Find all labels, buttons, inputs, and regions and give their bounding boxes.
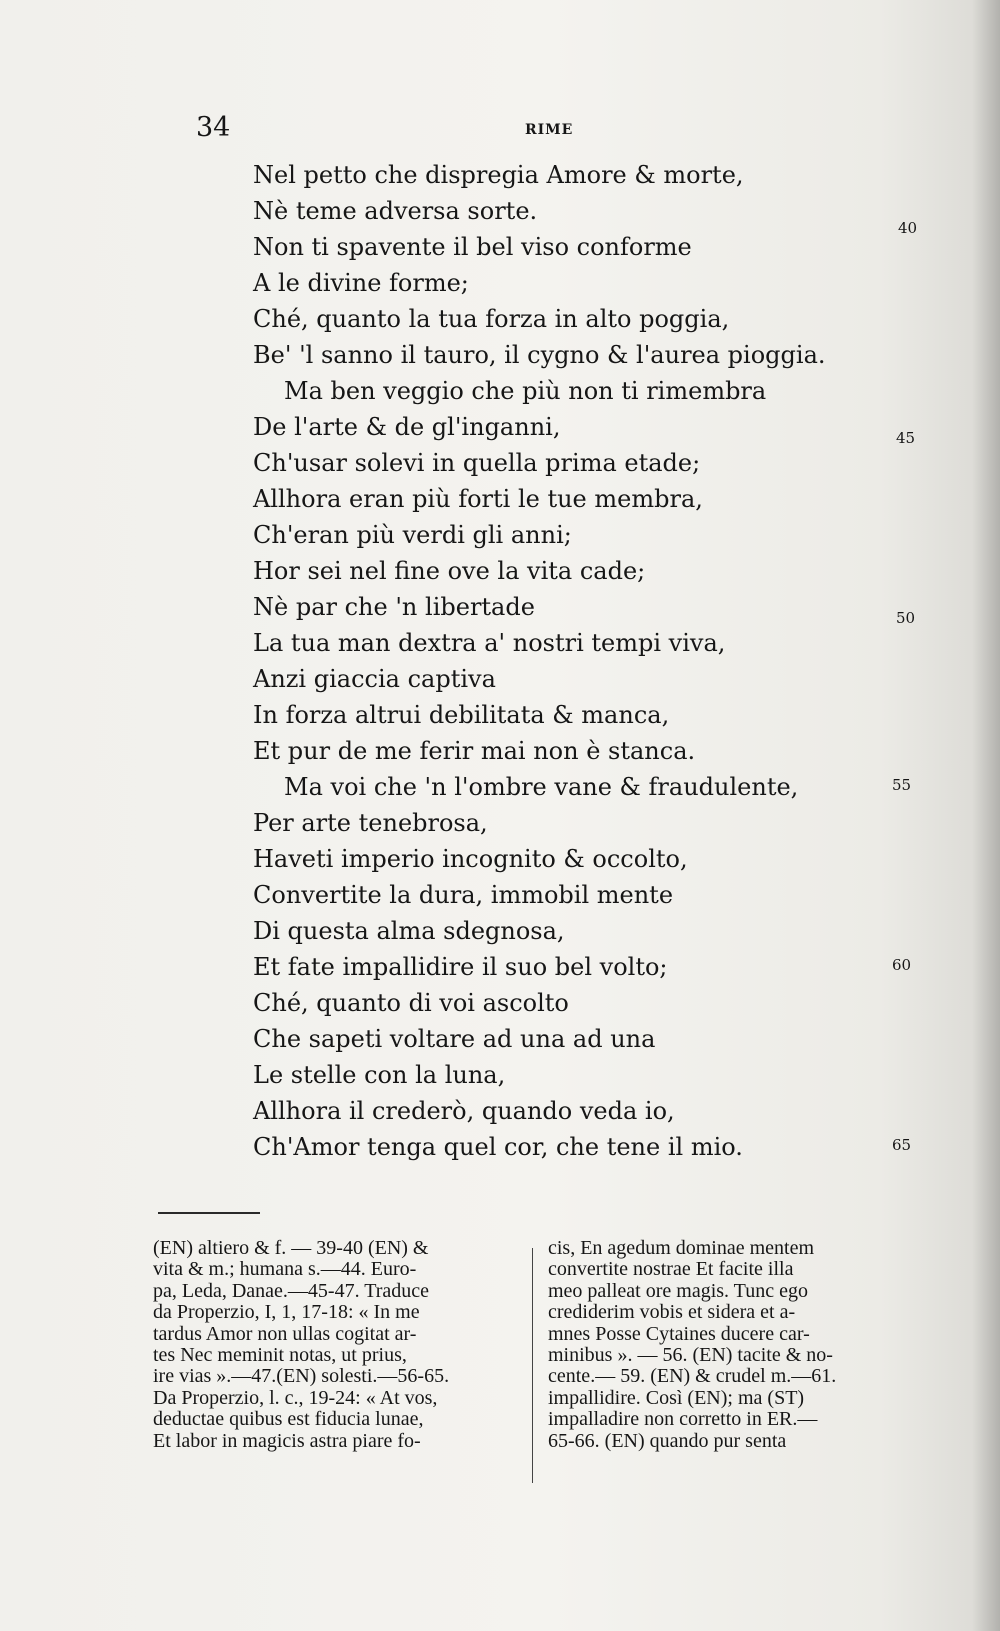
verse-line: Hor sei nel fine ove la vita cade; [253, 557, 646, 585]
note-line: pa, Leda, Danae.—45-47. Traduce [153, 1279, 430, 1302]
note-line: minibus ». — 56. (EN) tacite & no- [548, 1344, 833, 1367]
verse-line: Ma voi che 'n l'ombre vane & fraudulente, [284, 773, 799, 801]
line-number: 50 [896, 609, 916, 627]
verse-line: Ch'Amor tenga quel cor, che tene il mio. [253, 1133, 743, 1161]
verse-line: Non ti spavente il bel viso conforme [253, 233, 692, 261]
verse-line: Ch'eran più verdi gli anni; [253, 521, 572, 549]
verse-line: Ché, quanto la tua forza in alto poggia, [253, 305, 730, 333]
verse-line: Be' 'l sanno il tauro, il cygno & l'aurea pioggia. [253, 341, 826, 369]
verse-line: Che sapeti voltare ad una ad una [253, 1025, 656, 1053]
page-number: 34 [196, 112, 231, 143]
running-title: RIME [525, 122, 574, 138]
note-line: vita & m.; humana s.—44. Euro- [153, 1258, 417, 1281]
verse-line: De l'arte & de gl'inganni, [253, 413, 561, 441]
line-number: 45 [896, 429, 916, 447]
verse-line: Ché, quanto di voi ascolto [253, 989, 569, 1017]
footnote-rule [158, 1212, 260, 1214]
note-line: impalladire non corretto in ER.— [548, 1408, 818, 1431]
note-line: mnes Posse Cytaines ducere car- [548, 1322, 810, 1345]
verse-line: Et pur de me ferir mai non è stanca. [253, 737, 696, 765]
line-number: 65 [892, 1136, 912, 1154]
notes-left-column [153, 1238, 523, 1452]
note-line: deductae quibus est fiducia lunae, [153, 1408, 424, 1431]
verse-line: Nè par che 'n libertade [253, 593, 535, 621]
line-number: 40 [898, 219, 918, 237]
note-line: tes Nec meminit notas, ut prius, [153, 1344, 407, 1367]
verse-line: Per arte tenebrosa, [253, 809, 488, 837]
note-line: cente.— 59. (EN) & crudel m.—61. [548, 1365, 837, 1388]
notes-right-column [548, 1238, 918, 1452]
note-line: meo palleat ore magis. Tunc ego [548, 1279, 808, 1302]
note-line: ire vias ».—47.(EN) solesti.—56-65. [153, 1365, 450, 1388]
verse-line: Allhora il crederò, quando veda io, [253, 1097, 675, 1125]
verse-line: A le divine forme; [253, 269, 469, 297]
verse-line: Convertite la dura, immobil mente [253, 881, 674, 909]
verse-line: La tua man dextra a' nostri tempi viva, [253, 629, 726, 657]
note-line: Et labor in magicis astra piare fo- [153, 1429, 421, 1452]
verse-line: Di questa alma sdegnosa, [253, 917, 565, 945]
verse-line: Allhora eran più forti le tue membra, [253, 485, 703, 513]
note-line: convertite nostrae Et facite illa [548, 1258, 794, 1281]
verse-line: Nel petto che dispregia Amore & morte, [253, 161, 744, 189]
note-line: cis, En agedum dominae mentem [548, 1237, 815, 1259]
note-line: tardus Amor non ullas cogitat ar- [153, 1322, 417, 1345]
verse-line: Ch'usar solevi in quella prima etade; [253, 449, 701, 477]
note-line: (EN) altiero & f. — 39-40 (EN) & [153, 1237, 429, 1259]
note-line: da Properzio, I, 1, 17-18: « In me [153, 1301, 420, 1324]
verse-line: Haveti imperio incognito & occolto, [253, 845, 688, 873]
verse-line: Ma ben veggio che più non ti rimembra [284, 377, 767, 405]
verse-line: Le stelle con la luna, [253, 1061, 506, 1089]
note-line: Da Properzio, l. c., 19-24: « At vos, [153, 1386, 438, 1409]
note-line: 65-66. (EN) quando pur senta [548, 1429, 787, 1452]
verse-line: Nè teme adversa sorte. [253, 197, 538, 225]
line-number: 55 [892, 776, 912, 794]
verse-line: Anzi giaccia captiva [253, 665, 496, 693]
note-line: impallidire. Così (EN); ma (ST) [548, 1386, 805, 1409]
verse-line: Et fate impallidire il suo bel volto; [253, 953, 668, 981]
column-divider [532, 1248, 533, 1483]
verse-line: In forza altrui debilitata & manca, [253, 701, 670, 729]
note-line: crediderim vobis et sidera et a- [548, 1301, 796, 1324]
line-number: 60 [892, 956, 912, 974]
